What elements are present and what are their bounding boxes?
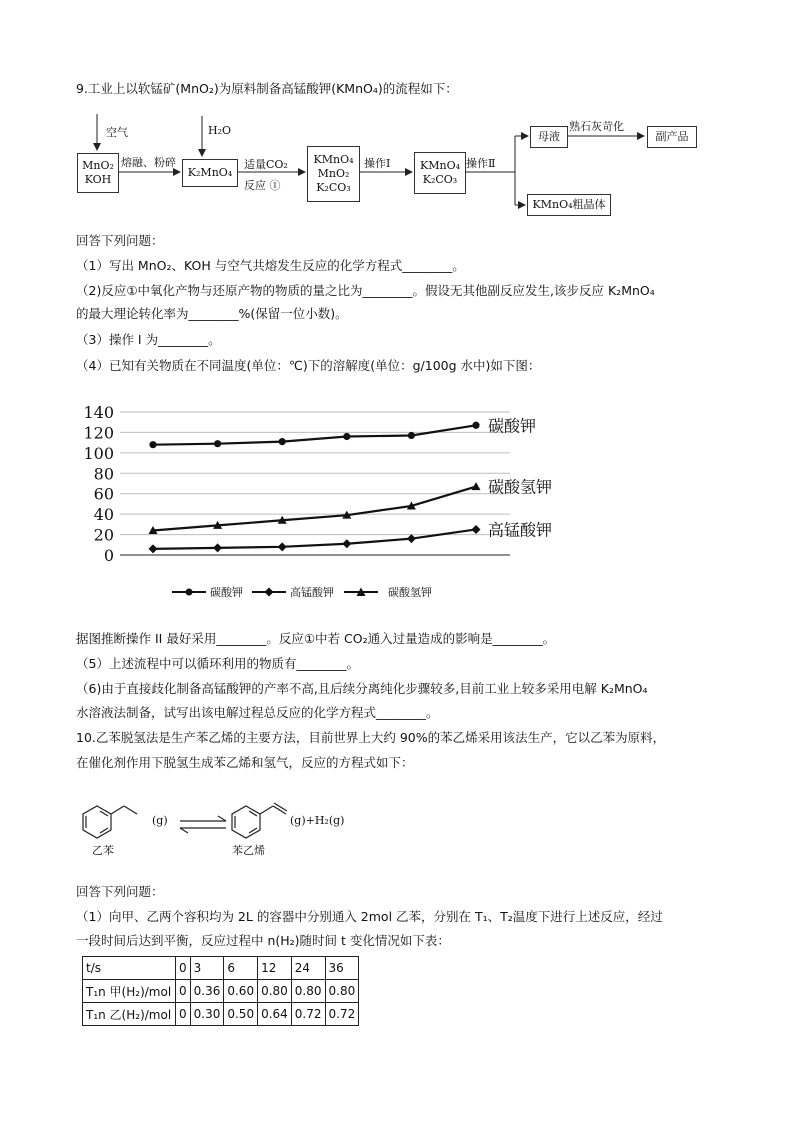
- table-cell: 0.72: [291, 1003, 325, 1026]
- table-cell: 12: [258, 957, 292, 980]
- table-cell: 0.60: [224, 980, 258, 1003]
- q9-answer-intro: 回答下列问题：: [76, 233, 164, 248]
- table-cell: 0.36: [190, 980, 224, 1003]
- q9-part6a: （6)由于直接歧化制备高锰酸钾的产率不高,且后续分离纯化步骤较多,目前工业上较多采用电解 K₂MnO₄: [76, 681, 648, 696]
- box-filtrate-line2: K₂CO₃: [422, 173, 458, 186]
- flow-step1-label: 熔融、粉碎: [121, 156, 176, 169]
- box-raw-line1: MnO₂: [82, 159, 114, 172]
- box-crude-text: KMnO₄粗晶体: [532, 198, 606, 211]
- table-cell: 0.30: [190, 1003, 224, 1026]
- q10-part1a: （1）向甲、乙两个容积均为 2L 的容器中分别通入 2mol 乙苯，分别在 T₁、T₂温度下进行上述反应，经过: [76, 909, 663, 924]
- box-filtrate-line1: KMnO₄: [420, 159, 460, 172]
- legend-kmno4-label: 高锰酸钾: [290, 586, 334, 599]
- flow-air-label: 空气: [106, 126, 128, 139]
- flow-op2-label: 操作Ⅱ: [466, 157, 496, 170]
- y-tick-label: 0: [103, 546, 114, 565]
- reactant-phase: (g): [152, 814, 168, 827]
- table-cell: 24: [291, 957, 325, 980]
- table-cell: 36: [325, 957, 359, 980]
- q10-intro2: 在催化剂作用下脱氢生成苯乙烯和氢气，反应的方程式如下：: [76, 755, 414, 770]
- table-cell: 0.80: [325, 980, 359, 1003]
- q9-part5: （5）上述流程中可以循环利用的物质有________。: [76, 656, 359, 671]
- q9-part4b: 据图推断操作 II 最好采用________。反应①中若 CO₂通入过量造成的影响是________。: [76, 631, 556, 646]
- series-label: 高锰酸钾: [488, 520, 553, 540]
- y-tick-label: 40: [93, 505, 114, 525]
- hydrogen-table: [82, 956, 359, 1026]
- q9-part3: （3）操作 I 为________。: [76, 332, 221, 347]
- table-cell: T₁n 甲(H₂)/mol: [83, 980, 176, 1003]
- q10-answer-intro: 回答下列问题：: [76, 884, 164, 899]
- y-tick-label: 80: [93, 464, 114, 484]
- legend-khco3-label: 碳酸氢钾: [388, 586, 432, 599]
- q10-intro1: 10.乙苯脱氢法是生产苯乙烯的主要方法，目前世界上大约 90%的苯乙烯采用该法生产，它以乙苯为原料，: [76, 730, 666, 745]
- flow-op1-label: 操作Ⅰ: [364, 157, 391, 170]
- table-row: [83, 980, 359, 1003]
- table-cell: 0: [176, 1003, 191, 1026]
- box-mix-line3: K₂CO₃: [316, 181, 351, 194]
- product-phase: (g)+H₂(g): [290, 814, 345, 827]
- table-cell: 6: [224, 957, 258, 980]
- y-tick-label: 120: [83, 423, 114, 443]
- q9-part4: （4）已知有关物质在不同温度(单位：℃)下的溶解度(单位：g/100g 水中)如下图：: [76, 358, 541, 373]
- table-cell: 0.64: [258, 1003, 292, 1026]
- table-cell: T₁n 乙(H₂)/mol: [83, 1003, 176, 1026]
- table-cell: 3: [190, 957, 224, 980]
- table-cell: 0.80: [291, 980, 325, 1003]
- table-cell: 0.50: [224, 1003, 258, 1026]
- y-tick-label: 20: [93, 525, 114, 545]
- series-label: 碳酸氢钾: [488, 477, 553, 497]
- q9-part1: （1）写出 MnO₂、KOH 与空气共熔发生反应的化学方程式________。: [76, 258, 465, 273]
- y-tick-label: 60: [93, 484, 114, 504]
- table-cell: 0: [176, 957, 191, 980]
- y-tick-label: 140: [83, 403, 114, 422]
- flow-step2-bottom: 反应 ①: [244, 179, 281, 192]
- table-row: [83, 1003, 359, 1026]
- ethylbenzene-label: 乙苯: [92, 844, 114, 857]
- box-byproduct-text: 副产品: [655, 130, 689, 143]
- box-k2mno4-text: K₂MnO₄: [187, 166, 233, 179]
- table-cell: 0.72: [325, 1003, 359, 1026]
- table-cell: t/s: [83, 957, 176, 980]
- q9-part2a: （2)反应①中氧化产物与还原产物的物质的量之比为________。假设无其他副反应发生,该步反应 K₂MnO₄: [76, 283, 655, 298]
- q9-part6b: 水溶液法制备，试写出该电解过程总反应的化学方程式________。: [76, 705, 439, 720]
- styrene-label: 苯乙烯: [232, 844, 265, 857]
- box-mix-line2: MnO₂: [317, 167, 350, 180]
- box-mother-liquor-text: 母液: [538, 130, 560, 143]
- q9-title: 9.工业上以软锰矿(MnO₂)为原料制备高锰酸钾(KMnO₄)的流程如下：: [76, 81, 458, 96]
- flow-lime-label: 熟石灰苛化: [569, 120, 624, 133]
- table-cell: 0.80: [258, 980, 292, 1003]
- table-row: [83, 957, 359, 980]
- flow-water-label: H₂O: [208, 124, 232, 137]
- flow-step2-top: 适量CO₂: [244, 158, 288, 171]
- y-tick-label: 100: [83, 443, 114, 463]
- q9-part2b: 的最大理论转化率为________%(保留一位小数)。: [76, 306, 348, 321]
- q10-part1b: 一段时间后达到平衡，反应过程中 n(H₂)随时间 t 变化情况如下表：: [76, 933, 450, 948]
- series-label: 碳酸钾: [488, 416, 537, 436]
- legend-k2co3-label: 碳酸钾: [210, 586, 243, 599]
- box-raw-line2: KOH: [84, 173, 112, 186]
- table-cell: 0: [176, 980, 191, 1003]
- box-mix-line1: KMnO₄: [313, 153, 354, 166]
